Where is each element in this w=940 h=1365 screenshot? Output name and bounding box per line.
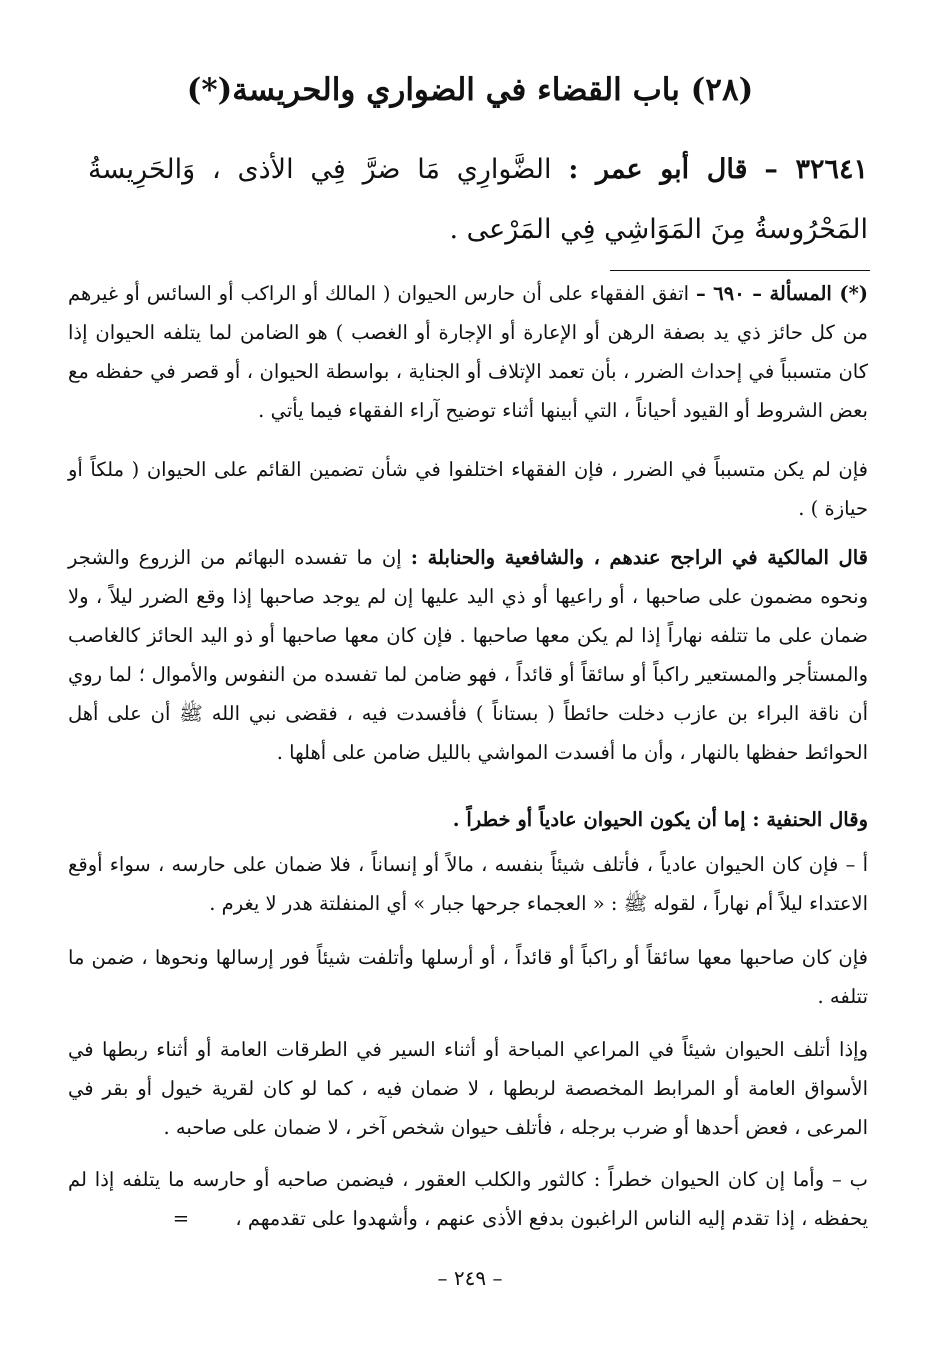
footnote-marker: (*) المسألة – ٦٩٠ – [696, 282, 868, 305]
main-body: الضَّوارِي مَا ضرَّ فِي الأذى ، وَالحَرِيسةُ المَحْرُوسةُ مِنَ المَوَاشِي فِي المَرْعى . [88, 154, 868, 245]
paragraph-number: ٣٢٦٤١ – [764, 154, 869, 185]
footnote-text: اتفق الفقهاء على أن حارس الحيوان ( المالك أو الراكب أو السائس أو غيرهم من كل حائز ذي يد بصفة الرهن أو الإعارة أو الإجارة أو الغصب ) هو الضامن لما يتلفه الحيوان إذا كان متسبباً في إحداث الضرر ، بأن تعمد الإتلاف أو الجناية ، بواسطة الحيوان ، أو قصر في حفظه مع بعض الشروط أو القيود أحياناً ، التي أبينها أثناء توضيح آراء الفقهاء فيما يأتي . [68, 282, 868, 422]
footnote-paragraph: فإن كان صاحبها معها سائقاً أو راكباً أو قائداً ، أو أرسلها وأتلفت شيئاً فور إرسالها ونحوها ، ضمن ما تتلفه . [68, 946, 868, 1008]
footnote-paragraph: وإذا أتلف الحيوان شيئاً في المراعي المباحة أو أثناء السير في الطرقات العامة أو أثناء ربطها في الأسواق العامة أو المرابط المخصصة لربطها ، لا ضمان فيه ، كما لو كان لقرية خيول أو بقر في المرعى ، فعض أحدها أو ضرب برجله ، فأتلف حيوان شخص آخر ، لا ضمان على صاحبه . [68, 1038, 868, 1139]
footnote-separator [610, 270, 870, 271]
footnote-heading: قال المالكية في الراجح عندهم ، والشافعية والحنابلة : [410, 546, 868, 569]
footnote-paragraph: أ – فإن كان الحيوان عادياً ، فأتلف شيئاً بنفسه ، مالاً أو إنساناً ، فلا ضمان على حارسه ، سواء أوقع الاعتداء ليلاً أم نهاراً ، لقوله ﷺ : « العجماء جرحها جبار » أي المنفلتة هدر لا يغرم . [68, 853, 868, 915]
footnote-paragraph [68, 274, 868, 430]
footnote-paragraph [68, 538, 868, 772]
footnote-paragraph: وقال الحنفية : إما أن يكون الحيوان عادياً أو خطراً . [452, 808, 868, 831]
main-lead: قال أبو عمر : [568, 154, 748, 185]
footnote-text: إن ما تفسده البهائم من الزروع والشجر ونحوه مضمون على صاحبها ، أو راعيها أو ذي اليد عليها إن لم يوجد صاحبها إذا وقع الضرر ليلاً ، ولا ضمان على ما تتلفه نهاراً إذا لم يكن معها صاحبها . فإن كان معها صاحبها أو ذو اليد الحائز كالغاصب والمستأجر والمستعير راكباً أو سائقاً أو قائداً ، فهو ضامن لما تفسده من النفوس والأموال ؛ لما روي أن ناقة البراء بن عازب دخلت حائطاً ( بستاناً ) فأفسدت فيه ، فقضى نبي الله ﷺ أن على أهل الحوائط حفظها بالنهار ، وأن ما أفسدت المواشي بالليل ضامن على أهلها . [68, 546, 868, 764]
footnote-paragraph: فإن لم يكن متسبباً في الضرر ، فإن الفقهاء اختلفوا في شأن تضمين القائم على الحيوان ( ملكاً أو حيازة ) . [68, 458, 868, 520]
main-text [88, 140, 868, 260]
footnote-text: ب – وأما إن كان الحيوان خطراً : كالثور والكلب العقور ، فيضمن صاحبه أو حارسه ما يتلفه إذا لم يحفظه ، إذا تقدم إليه الناس الراغبون بدفع الأذى عنهم ، وأشهدوا على تقدمهم ، [68, 1168, 868, 1230]
continuation-mark: = [172, 1207, 190, 1230]
page-number: – ٢٤٩ – [437, 1266, 503, 1290]
footnote-paragraph [68, 1160, 868, 1238]
chapter-title: (٢٨) باب القضاء في الضواري والحريسة(*) [186, 72, 754, 108]
